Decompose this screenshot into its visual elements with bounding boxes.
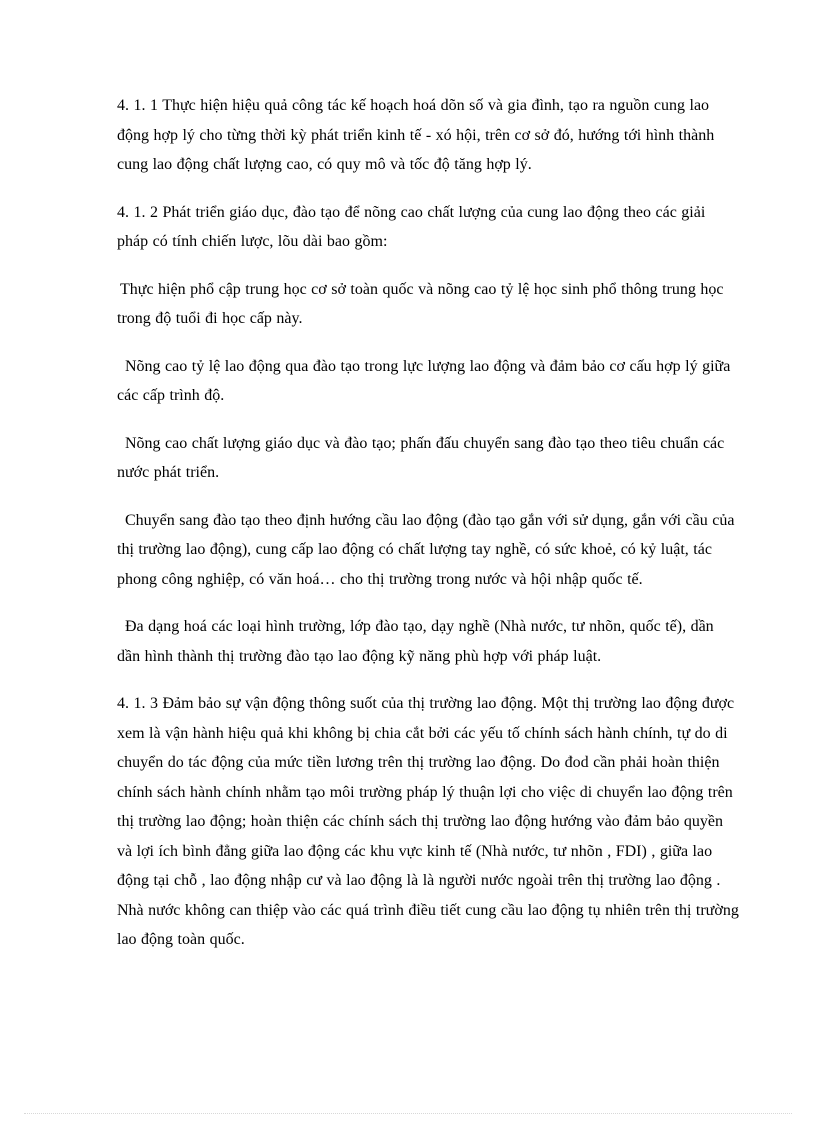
bullet-education-quality: Nõng cao chất lượng giáo dục và đào tạo; phấn đấu chuyển sang đào tạo theo tiêu chuẩn các nước phát triển. — [117, 434, 725, 481]
paragraph-4-1-3: 4. 1. 3 Đảm bảo sự vận động thông suốt của thị trường lao động. Một thị trường lao động được xem là vận hành hiệu quả khi không bị chia cắt bởi các yếu tố chính sách hành chính, tự do di chuyển do tác động của mức tiền lương trên thị trường lao động. Do đod cần phải hoàn thiện chính sách hành chính nhằm tạo môi trường pháp lý thuận lợi cho việc di chuyển lao động trên thị trường lao động; hoàn thiện các chính sách thị trường lao động hướng vào đảm bảo quyền và lợi ích bình đẳng giữa lao động các khu vực kinh tế (Nhà nước, tư nhõn , FDI) , giữa lao động tại chỗ , lao động nhập cư và lao động là là người nước ngoài trên thị trường lao động . Nhà nước không can thiệp vào các quá trình điều tiết cung cầu lao động tụ nhiên trên thị trường lao động toàn quốc. — [117, 695, 739, 948]
paragraph-4-1-1: 4. 1. 1 Thực hiện hiệu quả công tác kế hoạch hoá dõn số và gia đình, tạo ra nguồn cung lao động hợp lý cho từng thời kỳ phát triển kinh tế - xó hội, trên cơ sở đó, hướng tới hình thành cung lao động chất lượng cao, có quy mô và tốc độ tăng hợp lý. — [117, 97, 715, 173]
bullet-trained-labor-ratio: Nõng cao tỷ lệ lao động qua đào tạo trong lực lượng lao động và đảm bảo cơ cấu hợp lý giữa các cấp trình độ. — [117, 357, 731, 404]
document-body — [117, 91, 739, 973]
paragraph-4-1-2: 4. 1. 2 Phát triển giáo dục, đào tạo để nõng cao chất lượng của cung lao động theo các giải pháp có tính chiến lược, lõu dài bao gồm: — [117, 203, 706, 250]
bullet-diversify-schools: Đa dạng hoá các loại hình trường, lớp đào tạo, dạy nghề (Nhà nước, tư nhõn, quốc tế), dần dần hình thành thị trường đào tạo lao động kỹ năng phù hợp với pháp luật. — [117, 618, 714, 665]
bullet-universal-education: Thực hiện phổ cập trung học cơ sở toàn quốc và nõng cao tỷ lệ học sinh phổ thông trung học trong độ tuổi đi học cấp này. — [117, 280, 724, 327]
page-bottom-divider — [24, 1113, 792, 1114]
bullet-demand-oriented-training: Chuyển sang đào tạo theo định hướng cầu lao động (đào tạo gắn với sử dụng, gắn với cầu của thị trường lao động), cung cấp lao động có chất lượng tay nghề, có sức khoẻ, có kỷ luật, tác phong công nghiệp, có văn hoá… cho thị trường trong nước và hội nhập quốc tế. — [117, 511, 735, 588]
